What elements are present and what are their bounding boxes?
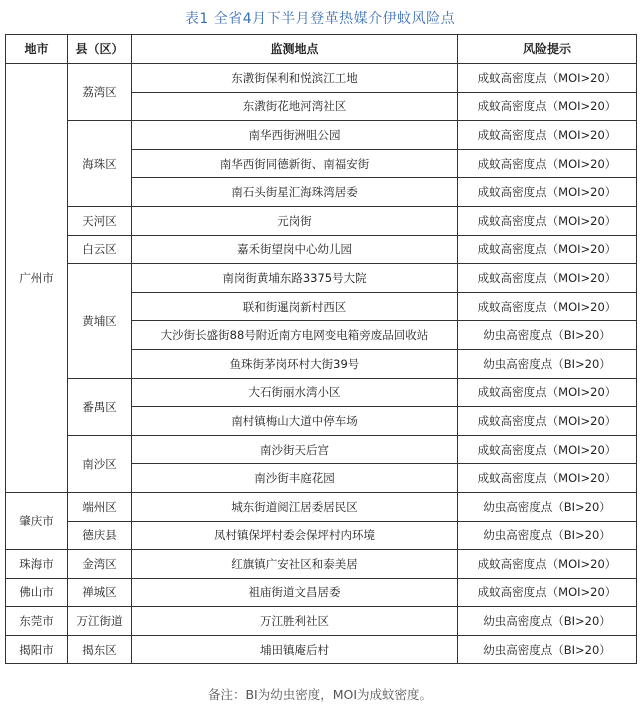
- site-cell: 南华西街洲咀公园: [132, 121, 458, 150]
- table-row: [6, 235, 637, 264]
- risk-cell: 幼虫高密度点（BI>20）: [458, 635, 637, 664]
- risk-cell: 成蚊高密度点（MOI>20）: [458, 235, 637, 264]
- site-cell: 万江胜利社区: [132, 607, 458, 636]
- risk-cell: 成蚊高密度点（MOI>20）: [458, 206, 637, 235]
- risk-table: [5, 34, 637, 664]
- site-cell: 南沙街丰庭花园: [132, 464, 458, 493]
- table-row: [6, 64, 637, 93]
- table-row: [6, 607, 637, 636]
- city-cell: 珠海市: [6, 550, 68, 579]
- county-cell: 番禺区: [68, 378, 132, 435]
- county-cell: 万江街道: [68, 607, 132, 636]
- site-cell: 凤村镇保坪村委会保坪村内环境: [132, 521, 458, 550]
- table-row: [6, 264, 637, 293]
- county-cell: 天河区: [68, 206, 132, 235]
- site-cell: 联和街暹岗新村西区: [132, 292, 458, 321]
- table-row: [6, 121, 637, 150]
- table-row: [6, 378, 637, 407]
- county-cell: 端州区: [68, 492, 132, 521]
- city-cell: 佛山市: [6, 578, 68, 607]
- county-cell: 禅城区: [68, 578, 132, 607]
- risk-cell: 幼虫高密度点（BI>20）: [458, 349, 637, 378]
- county-cell: 德庆县: [68, 521, 132, 550]
- risk-cell: 成蚊高密度点（MOI>20）: [458, 550, 637, 579]
- site-cell: 大沙街长盛街88号附近南方电网变电箱旁废品回收站: [132, 321, 458, 350]
- table-body: [6, 64, 637, 664]
- table-row: [6, 578, 637, 607]
- risk-cell: 成蚊高密度点（MOI>20）: [458, 578, 637, 607]
- risk-cell: 成蚊高密度点（MOI>20）: [458, 178, 637, 207]
- table-title: 表1 全省4月下半月登革热媒介伊蚊风险点: [184, 11, 456, 27]
- header-risk: 风险提示: [458, 35, 637, 64]
- footnote: 备注：BI为幼虫密度，MOI为成蚊密度。: [207, 687, 433, 702]
- risk-cell: 成蚊高密度点（MOI>20）: [458, 435, 637, 464]
- site-cell: 嘉禾街望岗中心幼儿园: [132, 235, 458, 264]
- risk-cell: 成蚊高密度点（MOI>20）: [458, 149, 637, 178]
- site-cell: 元岗街: [132, 206, 458, 235]
- site-cell: 南石头街星汇海珠湾居委: [132, 178, 458, 207]
- city-cell: 揭阳市: [6, 635, 68, 664]
- site-cell: 东漖街花地河湾社区: [132, 92, 458, 121]
- risk-cell: 成蚊高密度点（MOI>20）: [458, 64, 637, 93]
- site-cell: 南沙街天后宫: [132, 435, 458, 464]
- county-cell: 揭东区: [68, 635, 132, 664]
- site-cell: 祖庙街道文昌居委: [132, 578, 458, 607]
- risk-cell: 成蚊高密度点（MOI>20）: [458, 92, 637, 121]
- site-cell: 东漖街保利和悦滨江工地: [132, 64, 458, 93]
- city-cell: 广州市: [6, 64, 68, 493]
- table-header-row: [6, 35, 637, 64]
- table-row: [6, 521, 637, 550]
- risk-cell: 成蚊高密度点（MOI>20）: [458, 292, 637, 321]
- county-cell: 白云区: [68, 235, 132, 264]
- county-cell: 荔湾区: [68, 64, 132, 121]
- risk-cell: 幼虫高密度点（BI>20）: [458, 321, 637, 350]
- risk-cell: 幼虫高密度点（BI>20）: [458, 521, 637, 550]
- site-cell: 南岗街黄埔东路3375号大院: [132, 264, 458, 293]
- header-county: 县（区）: [68, 35, 132, 64]
- city-cell: 东莞市: [6, 607, 68, 636]
- county-cell: 南沙区: [68, 435, 132, 492]
- table-row: [6, 435, 637, 464]
- city-cell: 肇庆市: [6, 492, 68, 549]
- header-site: 监测地点: [132, 35, 458, 64]
- county-cell: 海珠区: [68, 121, 132, 207]
- site-cell: 城东街道阅江居委居民区: [132, 492, 458, 521]
- risk-cell: 成蚊高密度点（MOI>20）: [458, 378, 637, 407]
- header-city: 地市: [6, 35, 68, 64]
- site-cell: 南华西街同德新街、南福安街: [132, 149, 458, 178]
- table-row: [6, 206, 637, 235]
- table-row: [6, 492, 637, 521]
- risk-cell: 成蚊高密度点（MOI>20）: [458, 407, 637, 436]
- risk-cell: 成蚊高密度点（MOI>20）: [458, 264, 637, 293]
- site-cell: 大石街丽水湾小区: [132, 378, 458, 407]
- table-row: [6, 550, 637, 579]
- site-cell: 红旗镇广安社区和泰美居: [132, 550, 458, 579]
- risk-cell: 幼虫高密度点（BI>20）: [458, 492, 637, 521]
- county-cell: 黄埔区: [68, 264, 132, 378]
- risk-cell: 幼虫高密度点（BI>20）: [458, 607, 637, 636]
- risk-cell: 成蚊高密度点（MOI>20）: [458, 464, 637, 493]
- risk-cell: 成蚊高密度点（MOI>20）: [458, 121, 637, 150]
- site-cell: 南村镇梅山大道中停车场: [132, 407, 458, 436]
- site-cell: 鱼珠街茅岗环村大街39号: [132, 349, 458, 378]
- county-cell: 金湾区: [68, 550, 132, 579]
- table-row: [6, 635, 637, 664]
- site-cell: 埔田镇庵后村: [132, 635, 458, 664]
